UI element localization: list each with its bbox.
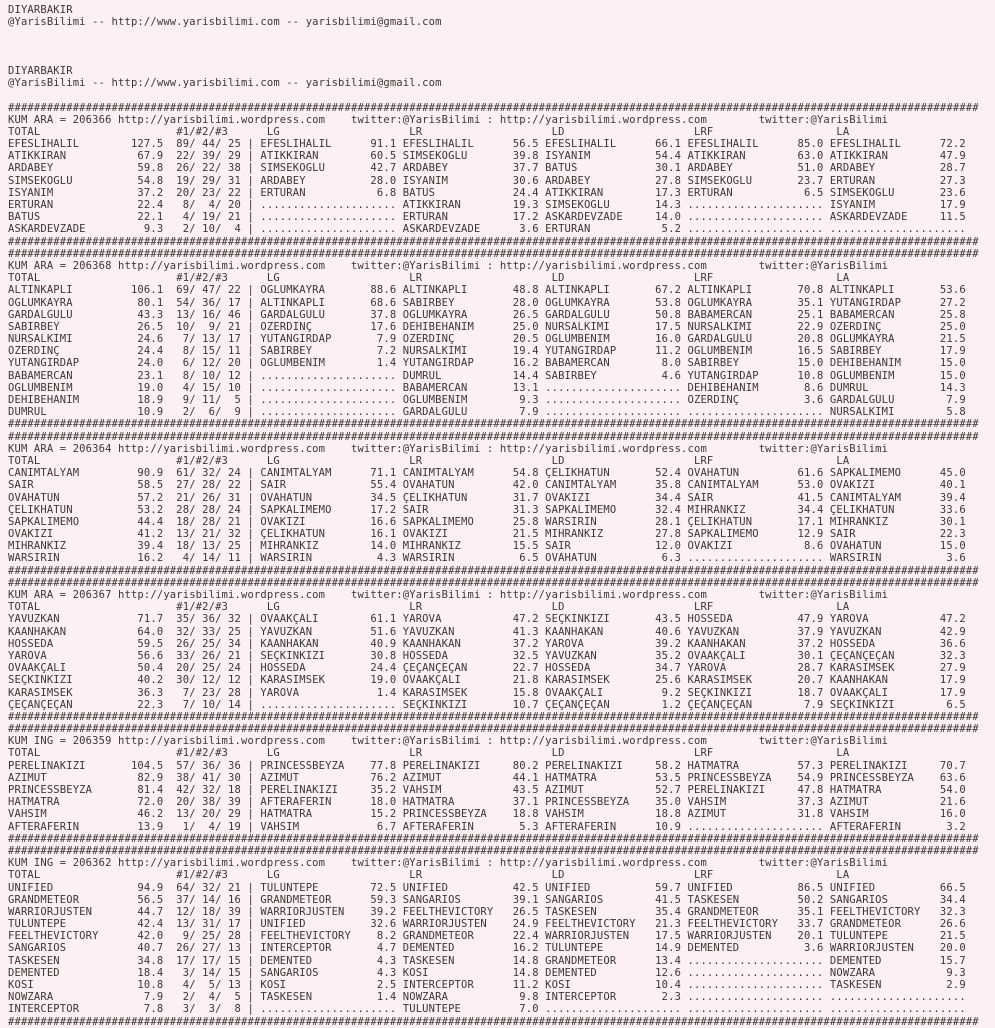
stats-row: SIMSEKOGLU 54.8 19/ 29/ 31 | ARDABEY 28.0 ISYANIM 30.6 ARDABEY 27.8 SIMSEKOGLU 23.7 ERTURAN 27.3: [8, 174, 973, 187]
block-title: KUM ING = 206359 http://yarisbilimi.wordpress.com twitter:@YarisBilimi : http://yarisbilimi.wordpress.com twitter:@YarisBilimi: [8, 735, 889, 748]
stats-row: OGLUMKAYRA 80.1 54/ 36/ 17 | ALTINKAPLI 68.6 SABIRBEY 28.0 OGLUMKAYRA 53.8 OGLUMKAYRA 35.1 YUTANGIRDAP 27.2: [8, 296, 973, 309]
stats-row: ISYANIM 37.2 20/ 23/ 22 | ERTURAN 6.8 BATUS 24.4 ATIKKIRAN 17.3 ERTURAN 6.5 SIMSEKOGLU 23.6: [8, 186, 973, 199]
column-header-row: TOTAL #1/#2/#3 LG LR LD LRF LA: [8, 454, 850, 467]
column-header-row: TOTAL #1/#2/#3 LG LR LD LRF LA: [8, 272, 850, 285]
stats-row: VAHSIM 46.2 13/ 20/ 29 | HATMATRA 15.2 PRINCESSBEYZA 18.8 VAHSIM 18.8 AZIMUT 31.8 VAHSIM 16.0: [8, 808, 973, 821]
block-title: KUM ARA = 206368 http://yarisbilimi.wordpress.com twitter:@YarisBilimi : http://yarisbilimi.wordpress.com twitter:@YarisBilimi: [8, 259, 889, 272]
separator-line: ######################################################################################################################################################: [8, 844, 979, 857]
separator-line: ######################################################################################################################################################: [8, 1015, 979, 1028]
stats-row: UNIFIED 94.9 64/ 32/ 21 | TÜLÜNTEPE 72.5 UNIFIED 42.5 UNIFIED 59.7 UNIFIED 86.5 UNIFIED 66.5: [8, 881, 973, 894]
stats-row: GRANDMETEOR 56.5 37/ 14/ 16 | GRANDMETEOR 59.3 SANGARIOS 39.1 SANGARIOS 41.5 TASKESEN 50.2 SANGARIOS 34.4: [8, 893, 973, 906]
stats-row: KOSI 10.8 4/ 5/ 13 | KOSI 2.5 INTERCEPTOR 11.2 KOSI 10.4 ..................... TASKESEN 2.9: [8, 979, 973, 991]
stats-row: PRINCESSBEYZA 81.4 42/ 32/ 18 | PERELINAKIZI 35.2 VAHSIM 43.5 AZIMUT 52.7 PERELINAKIZI 47.8 HATMATRA 54.0: [8, 784, 973, 796]
separator-line: ######################################################################################################################################################: [8, 723, 979, 736]
stats-row: YUTANGIRDAP 24.0 6/ 12/ 20 | OGLUMBENIM 1.4 YUTANGIRDAP 16.2 BABAMERCAN 8.0 SABIRBEY 15.0 DEHIBEHANIM 15.0: [8, 357, 973, 370]
stats-row: GARDALGÜLÜ 43.3 13/ 16/ 46 | GARDALGÜLÜ 37.8 OGLUMKAYRA 26.5 GARDALGÜLÜ 50.8 BABAMERCAN 25.1 BABAMERCAN 25.8: [8, 308, 973, 321]
column-header-row: TOTAL #1/#2/#3 LG LR LD LRF LA: [8, 601, 850, 614]
separator-line: ######################################################################################################################################################: [8, 564, 979, 577]
stats-row: HOSSEDA 59.5 26/ 25/ 34 | KAANHAKAN 40.9 KAANHAKAN 37.2 YAROVA 39.2 KAANHAKAN 37.2 HOSSEDA 36.6: [8, 637, 973, 650]
stats-row: CANIMTALYAM 90.9 61/ 32/ 24 | CANIMTALYAM 71.1 CANIMTALYAM 54.8 ÇELIKHATUN 52.4 OVAHATUN 61.6 SAPKALIMEMO 45.0: [8, 467, 973, 480]
block-title: KUM ARA = 206366 http://yarisbilimi.wordpress.com twitter:@YarisBilimi : http://yarisbilimi.wordpress.com twitter:@YarisBilimi: [8, 113, 889, 126]
separator-line: ######################################################################################################################################################: [8, 430, 979, 443]
stats-row: TÜLÜNTEPE 42.4 13/ 31/ 17 | UNIFIED 32.6 WARRIORJUSTEN 24.9 FEELTHEVICTORY 21.3 FEELTHEVICTORY 33.7 GRANDMETEOR 26.6: [8, 918, 973, 931]
stats-row: ÇELIKHATUN 53.2 28/ 28/ 24 | SAPKALIMEMO 17.2 SAIR 31.3 SAPKALIMEMO 32.4 MIHRANKIZ 34.4 ÇELIKHATUN 33.6: [8, 503, 973, 516]
city-header: DIYARBAKIR: [8, 64, 73, 77]
blank-line: [8, 41, 995, 53]
column-header-row: TOTAL #1/#2/#3 LG LR LD LRF LA: [8, 747, 850, 760]
column-header-row: TOTAL #1/#2/#3 LG LR LD LRF LA: [8, 869, 850, 882]
contact-header: @YarisBilimi -- http://www.yarisbilimi.com -- yarisbilimi@gmail.com: [8, 77, 442, 90]
separator-line: ######################################################################################################################################################: [8, 576, 979, 589]
stats-row: ÇEÇANÇEÇAN 22.3 7/ 10/ 14 | ..................... SEÇKINKIZI 10.7 ÇEÇANÇEÇAN 1.2 ÇEÇANÇEÇAN 7.9 SEÇKINKIZI 6.5: [8, 698, 973, 711]
separator-line: ######################################################################################################################################################: [8, 101, 979, 114]
stats-row: MIHRANKIZ 39.4 18/ 13/ 25 | MIHRANKIZ 14.0 MIHRANKIZ 15.5 SAIR 12.0 OVAKIZI 8.6 OVAHATUN 15.0: [8, 540, 973, 553]
block-title: KUM ARA = 206364 http://yarisbilimi.wordpress.com twitter:@YarisBilimi : http://yarisbilimi.wordpress.com twitter:@YarisBilimi: [8, 442, 889, 455]
stats-row: EFESLIHALIL 127.5 89/ 44/ 25 | EFESLIHALIL 91.1 EFESLIHALIL 56.5 EFESLIHALIL 66.1 EFESLIHALIL 85.0 EFESLIHALIL 72.2: [8, 138, 973, 151]
stats-row: ALTINKAPLI 106.1 69/ 47/ 22 | OGLUMKAYRA 88.6 ALTINKAPLI 48.8 ALTINKAPLI 67.2 ALTINKAPLI 70.8 ALTINKAPLI 53.6: [8, 284, 973, 297]
stats-row: ASKARDEVZADE 9.3 2/ 10/ 4 | ..................... ASKARDEVZADE 3.6 ERTURAN 5.2 ..................... .....................: [8, 223, 973, 236]
stats-row: YAVUZKAN 71.7 35/ 36/ 32 | OVAAKÇALI 61.1 YAROVA 47.2 SEÇKINKIZI 43.5 HOSSEDA 47.9 YAROVA 47.2: [8, 613, 973, 626]
block-title: KUM ING = 206362 http://yarisbilimi.wordpress.com twitter:@YarisBilimi : http://yarisbilimi.wordpress.com twitter:@YarisBilimi: [8, 857, 889, 870]
stats-row: ERTURAN 22.4 8/ 4/ 20 | ..................... ATIKKIRAN 19.3 SIMSEKOGLU 14.3 ..................... ISYANIM 17.9: [8, 199, 973, 211]
column-header-row: TOTAL #1/#2/#3 LG LR LD LRF LA: [8, 125, 850, 138]
stats-row: DUMRUL 10.9 2/ 6/ 9 | ..................... GARDALGÜLÜ 7.9 ..................... ..................... NURSALKIMI 5.8: [8, 406, 973, 419]
stats-row: OVAAKÇALI 50.4 20/ 25/ 24 | HOSSEDA 24.4 ÇEÇANÇEÇAN 22.7 HOSSEDA 34.7 YAROVA 28.7 KARASIMSEK 27.9: [8, 662, 973, 675]
separator-line: ######################################################################################################################################################: [8, 247, 979, 260]
block-title: KUM ARA = 206367 http://yarisbilimi.wordpress.com twitter:@YarisBilimi : http://yarisbilimi.wordpress.com twitter:@YarisBilimi: [8, 589, 889, 601]
stats-row: NOWZARA 7.9 2/ 4/ 5 | TASKESEN 1.4 NOWZARA 9.8 INTERCEPTOR 2.3 ..................... .....................: [8, 991, 973, 1004]
stats-row: BABAMERCAN 23.1 8/ 10/ 12 | ..................... DUMRUL 14.4 SABIRBEY 4.6 YUTANGIRDAP 10.8 OGLUMBENIM 15.0: [8, 369, 973, 382]
separator-line: ######################################################################################################################################################: [8, 832, 979, 845]
separator-line: ######################################################################################################################################################: [8, 235, 979, 248]
stats-row: NURSALKIMI 24.6 7/ 13/ 17 | YUTANGIRDAP 7.9 ÖZERDINÇ 20.5 OGLUMBENIM 16.0 GARDALGÜLÜ 20.8 OGLUMKAYRA 21.5: [8, 333, 973, 346]
blank-line: [8, 28, 995, 40]
stats-row: TASKESEN 34.8 17/ 17/ 15 | DEMENTED 4.3 TASKESEN 14.8 GRANDMETEOR 13.4 ..................... DEMENTED 15.7: [8, 954, 973, 967]
stats-row: OVAKIZI 41.2 13/ 21/ 32 | ÇELIKHATUN 16.1 OVAKIZI 21.5 MIHRANKIZ 27.8 SAPKALIMEMO 12.9 SAIR 22.3: [8, 528, 973, 541]
stats-row: SANGARIOS 40.7 26/ 27/ 13 | INTERCEPTOR 4.7 DEMENTED 16.2 TÜLÜNTEPE 14.9 DEMENTED 3.6 WARRIORJUSTEN 20.0: [8, 942, 973, 955]
stats-row: HATMATRA 72.0 20/ 38/ 39 | AFTERAFERIN 18.0 HATMATRA 37.1 PRINCESSBEYZA 35.0 VAHSIM 37.3 AZIMUT 21.6: [8, 796, 973, 809]
stats-row: OGLUMBENIM 19.0 4/ 15/ 10 | ..................... BABAMERCAN 13.1 ..................... DEHIBEHANIM 8.6 DUMRUL 14.3: [8, 381, 973, 394]
stats-row: FEELTHEVICTORY 42.0 9/ 25/ 28 | FEELTHEVICTORY 8.2 GRANDMETEOR 22.4 WARRIORJUSTEN 17.5 WARRIORJUSTEN 20.1 TÜLÜNTEPE 21.5: [8, 930, 973, 943]
separator-line: ######################################################################################################################################################: [8, 418, 979, 431]
stats-blocks: [8, 102, 995, 1028]
stats-row: YAROVA 56.6 33/ 26/ 21 | SEÇKINKIZI 30.8 HOSSEDA 32.5 YAVUZKAN 35.2 OVAAKÇALI 30.1 ÇEÇANÇEÇAN 32.3: [8, 649, 973, 662]
stats-row: SABIRBEY 26.5 10/ 9/ 21 | ÖZERDINÇ 17.6 DEHIBEHANIM 25.0 NURSALKIMI 17.5 NURSALKIMI 22.9 ÖZERDINÇ 25.0: [8, 320, 973, 333]
stats-row: SAPKALIMEMO 44.4 18/ 28/ 21 | OVAKIZI 16.6 SAPKALIMEMO 25.8 WARSIRIN 28.1 ÇELIKHATUN 17.1 MIHRANKIZ 30.1: [8, 515, 973, 528]
stats-row: WARRIORJUSTEN 44.7 12/ 18/ 39 | WARRIORJUSTEN 39.2 FEELTHEVICTORY 26.5 TASKESEN 35.4 GRANDMETEOR 35.1 FEELTHEVICTORY 32.3: [8, 905, 973, 918]
stats-row: WARSIRIN 16.2 4/ 14/ 11 | WARSIRIN 4.3 WARSIRIN 6.5 OVAHATUN 6.3 ..................... WARSIRIN 3.6: [8, 552, 973, 565]
stats-row: ÖZERDINÇ 24.4 8/ 15/ 11 | SABIRBEY 7.2 NURSALKIMI 19.4 YUTANGIRDAP 11.2 OGLUMBENIM 16.5 SABIRBEY 17.9: [8, 345, 973, 358]
blank-line: [8, 53, 995, 65]
stats-row: INTERCEPTOR 7.8 3/ 3/ 8 | ..................... TÜLÜNTEPE 7.0 ..................... ..................... .....................: [8, 1003, 973, 1016]
stats-row: DEMENTED 18.4 3/ 14/ 15 | SANGARIOS 4.3 KOSI 14.8 DEMENTED 12.6 ..................... NOWZARA 9.3: [8, 966, 973, 979]
contact-header: @YarisBilimi -- http://www.yarisbilimi.com -- yarisbilimi@gmail.com: [8, 16, 442, 29]
stats-row: SAIR 58.5 27/ 28/ 22 | SAIR 55.4 OVAHATUN 42.0 CANIMTALYAM 35.8 CANIMTALYAM 53.0 OVAKIZI 40.1: [8, 479, 973, 492]
city-header: DIYARBAKIR: [8, 4, 73, 16]
blank-line: [8, 89, 995, 101]
stats-row: BATUS 22.1 4/ 19/ 21 | ..................... ERTURAN 17.2 ASKARDEVZADE 14.0 ..................... ASKARDEVZADE 11.5: [8, 211, 973, 224]
stats-row: AZIMUT 82.9 38/ 41/ 30 | AZIMUT 76.2 AZIMUT 44.1 HATMATRA 53.5 PRINCESSBEYZA 54.9 PRINCESSBEYZA 63.6: [8, 771, 973, 784]
stats-row: AFTERAFERIN 13.9 1/ 4/ 19 | VAHSIM 6.7 AFTERAFERIN 5.3 AFTERAFERIN 10.9 ..................... AFTERAFERIN 3.2: [8, 820, 973, 833]
stats-row: DEHIBEHANIM 18.9 9/ 11/ 5 | ..................... OGLUMBENIM 9.3 ..................... ÖZERDINÇ 3.6 GARDALGÜLÜ 7.9: [8, 394, 973, 406]
stats-row: SEÇKINKIZI 40.2 30/ 12/ 12 | KARASIMSEK 19.0 OVAAKÇALI 21.8 KARASIMSEK 25.6 KARASIMSEK 20.7 KAANHAKAN 17.9: [8, 674, 973, 687]
stats-row: ATIKKIRAN 67.9 22/ 39/ 29 | ATIKKIRAN 60.5 SIMSEKOGLU 39.8 ISYANIM 54.4 ATIKKIRAN 63.0 ATIKKIRAN 47.9: [8, 150, 973, 163]
separator-line: ######################################################################################################################################################: [8, 710, 979, 723]
stats-row: KAANHAKAN 64.0 32/ 33/ 25 | YAVUZKAN 51.6 YAVUZKAN 41.3 KAANHAKAN 40.6 YAVUZKAN 37.9 YAVUZKAN 42.9: [8, 625, 973, 638]
stats-row: OVAHATUN 57.2 21/ 26/ 31 | OVAHATUN 34.5 ÇELIKHATUN 31.7 OVAKIZI 34.4 SAIR 41.5 CANIMTALYAM 39.4: [8, 491, 973, 504]
stats-row: KARASIMSEK 36.3 7/ 23/ 28 | YAROVA 1.4 KARASIMSEK 15.8 OVAAKÇALI 9.2 SEÇKINKIZI 18.7 OVAAKÇALI 17.9: [8, 686, 973, 699]
stats-row: PERELINAKIZI 104.5 57/ 36/ 36 | PRINCESSBEYZA 77.8 PERELINAKIZI 80.2 PERELINAKIZI 58.2 HATMATRA 57.3 PERELINAKIZI 70.7: [8, 759, 973, 772]
stats-row: ARDABEY 59.8 26/ 22/ 38 | SIMSEKOGLU 42.7 ARDABEY 37.7 BATUS 30.1 ARDABEY 51.0 ARDABEY 28.7: [8, 162, 973, 175]
